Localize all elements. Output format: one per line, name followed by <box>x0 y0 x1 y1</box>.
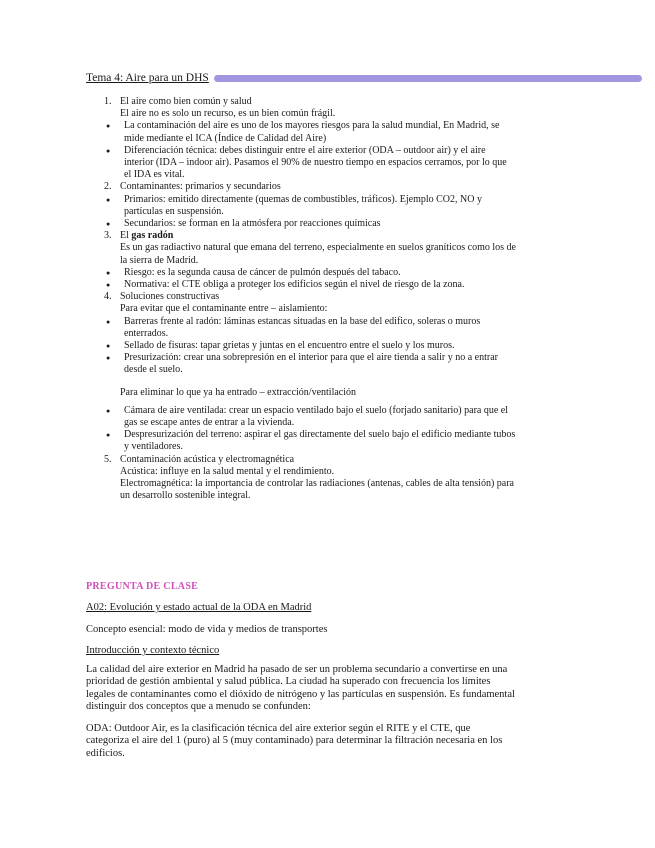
item-text: Electromagnética: la importancia de controlar las radiaciones (antenas, cables de alta tensión) para un desarrollo sostenible integral. <box>120 478 514 502</box>
outline-item-2 <box>86 181 516 193</box>
topic-title: Tema 4: Aire para un DHS <box>86 72 209 84</box>
item-number: 2. <box>104 181 112 193</box>
list-item: ● Diferenciación técnica: debes distinguir entre el aire exterior (ODA – outdoor air) y el aire interior (IDA – indoor air). Pasamos el 90% de nuestro tiempo en espacios cerramos, por lo que el IDA es vital. <box>86 145 516 182</box>
bullet-list <box>86 120 516 181</box>
item-text: Para evitar que el contaminante entre – aislamiento: <box>120 303 328 315</box>
list-item: ● Sellado de fisuras: tapar grietas y juntas en el encuentro entre el suelo y los muros. <box>86 340 516 352</box>
bullet-list <box>86 194 516 231</box>
item-text: El aire no es solo un recurso, es un bien común frágil. <box>120 108 336 120</box>
item-number: 3. <box>104 230 112 242</box>
topic-outline <box>86 96 516 503</box>
item-title: Contaminantes: primarios y secundarios <box>120 181 281 193</box>
list-item: ● Cámara de aire ventilada: crear un espacio ventilado bajo el suelo (forjado sanitario) para que el gas se escape antes de entrar a la vivienda. <box>86 405 516 429</box>
item-title <box>120 230 516 242</box>
outline-item-1 <box>86 96 516 120</box>
oda-paragraph: ODA: Outdoor Air, es la clasificación técnica del aire exterior según el RITE y el CTE, que categoriza el aire del 1 (puro) al 5 (muy contaminado) para determinar la filtración necesaria en los edificios. <box>86 723 503 759</box>
item-number: 4. <box>104 291 112 303</box>
item-title-prefix: El <box>120 230 132 242</box>
topic-header <box>86 72 642 86</box>
list-item: ● Primarios: emitido directamente (quemas de combustibles, tráficos). Ejemplo CO2, NO y partículas en suspensión. <box>86 194 516 218</box>
bullet-list <box>86 267 516 291</box>
list-item: ● Barreras frente al radón: láminas estancas situadas en la base del edifico, soleras o muros enterrados. <box>86 316 516 340</box>
bullet-list <box>86 405 516 454</box>
list-item: ● Secundarios: se forman en la atmósfera por reacciones químicas <box>86 218 516 230</box>
spacer <box>86 377 516 387</box>
list-item: ● Despresurización del terreno: aspirar el gas directamente del suelo bajo el edificio mediante tubos y ventiladores. <box>86 429 516 453</box>
item-title: Contaminación acústica y electromagnética <box>120 453 295 465</box>
item-title: El aire como bien común y salud <box>120 96 252 107</box>
bullet-list <box>86 316 516 377</box>
outline-item-4 <box>86 291 516 315</box>
header-accent-bar <box>214 75 642 82</box>
list-item: ● Riesgo: es la segunda causa de cáncer de pulmón después del tabaco. <box>86 267 516 279</box>
list-item: ● Presurización: crear una sobrepresión en el interior para que el aire tienda a salir y no a entrar desde el suelo. <box>86 352 516 376</box>
concepto-line: Concepto esencial: modo de vida y medios de transportes <box>86 624 328 635</box>
outline-item-3 <box>86 230 516 267</box>
item-text: Para eliminar lo que ya ha entrado – extracción/ventilación <box>120 386 357 398</box>
pregunta-heading: PREGUNTA DE CLASE <box>86 581 199 592</box>
item-number: 5. <box>104 453 112 465</box>
outline-subheading <box>86 387 516 399</box>
item-text: Es un gas radiactivo natural que emana del terreno, especialmente en suelos graníticos como los de la sierra de Madrid. <box>120 242 516 266</box>
outline-item-5 <box>86 454 516 503</box>
a02-title: A02: Evolución y estado actual de la ODA en Madrid <box>86 602 312 613</box>
intro-paragraph: La calidad del aire exterior en Madrid ha pasado de ser un problema secundario a convertirse en una prioridad de gestión ambiental y salud pública. La ciudad ha superado con frecuencia los límites legales de contaminantes como el dióxido de nitrógeno y las partículas en suspensión. Es fundamental distinguir dos conceptos que a menudo se confunden: <box>86 664 515 713</box>
item-text: Acústica: influye en la salud mental y el rendimiento. <box>120 465 335 477</box>
list-item: ● Normativa: el CTE obliga a proteger los edificios según el nivel de riesgo de la zona. <box>86 279 516 291</box>
item-number: 1. <box>104 96 112 107</box>
item-title-bold: gas radón <box>131 230 174 242</box>
intro-title: Introducción y contexto técnico <box>86 645 220 656</box>
item-title: Soluciones constructivas <box>120 291 220 303</box>
list-item: ● La contaminación del aire es uno de los mayores riesgos para la salud mundial, En Madrid, se mide mediante el ICA (Índice de Calidad del Aire) <box>86 120 516 144</box>
